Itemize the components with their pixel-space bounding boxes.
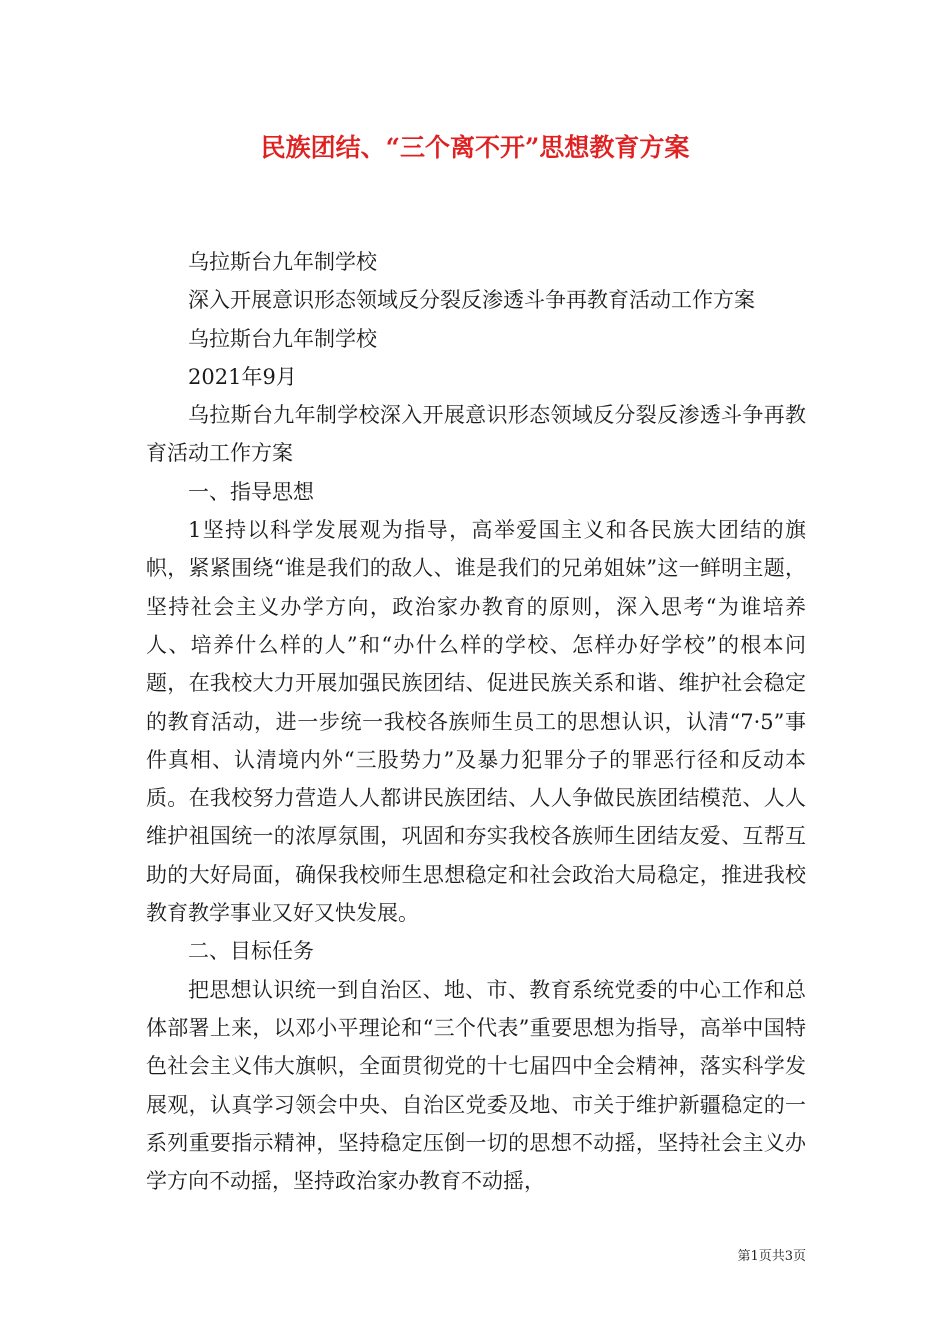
paragraph: 乌拉斯台九年制学校 [188,326,377,351]
page-title: 民族团结、“三个离不开”思想教育方案 [260,133,690,162]
section-heading: 一、指导思想 [188,479,314,504]
paragraph: 乌拉斯台九年制学校 [188,250,377,274]
document-body [146,243,806,1200]
paragraph: 1坚持以科学发展观为指导，高举爱国主义和各民族大团结的旗帜，紧紧围绕“谁是我们的敌人、谁是我们的兄弟姐妹”这一鲜明主题，坚持社会主义办学方向，政治家办教育的原则，深入思考“为谁培养人、培养什么样的人”和“办什么样的学校、怎样办好学校”的根本问题，在我校大力开展加强民族团结、促进民族关系和谐、维护社会稳定的教育活动，进一步统一我校各族师生员工的思想认识，认清“7·5”事件真相、认清境内外“三股势力”及暴力犯罪分子的罪恶行径和反动本质。在我校努力营造人人都讲民族团结、人人争做民族团结模范、人人维护祖国统一的浓厚氛围，巩固和夯实我校各族师生团结友爱、互帮互助的大好局面，确保我校师生思想稳定和社会政治大局稳定，推进我校教育教学事业又好又快发展。 [146,518,806,926]
page-number: 第1页共3页 [737,1249,806,1264]
paragraph: 2021年9月 [188,364,297,389]
paragraph: 深入开展意识形态领域反分裂反渗透斗争再教育活动工作方案 [188,288,755,313]
section-heading: 二、目标任务 [188,939,314,964]
paragraph: 乌拉斯台九年制学校深入开展意识形态领域反分裂反渗透斗争再教育活动工作方案 [146,403,806,466]
paragraph: 把思想认识统一到自治区、地、市、教育系统党委的中心工作和总体部署上来，以邓小平理论和“三个代表”重要思想为指导，高举中国特色社会主义伟大旗帜，全面贯彻党的十七届四中全会精神，落实科学发展观，认真学习领会中央、自治区党委及地、市关于维护新疆稳定的一系列重要指示精神，坚持稳定压倒一切的思想不动摇，坚持社会主义办学方向不动摇，坚持政治家办教育不动摇， [146,977,806,1194]
